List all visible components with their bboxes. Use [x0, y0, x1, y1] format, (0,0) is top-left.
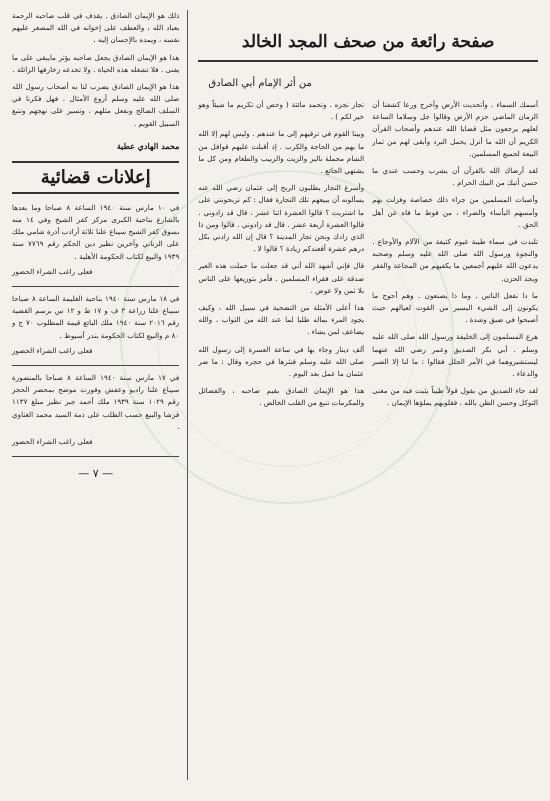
notice-signoff: فعلى راغب الشراء الحضور [12, 437, 93, 447]
page-columns [12, 10, 538, 780]
paragraph: تلبدت في سماء طيبة غيوم كثيفة من الآلام والأوجاع . والنجوة ورسول الله صلى الله عليه وسلم وصحبه يدعون الله عليهم أجمعين ما يكفيهم من المجاعة والفقر ويجد الحزن. [372, 237, 538, 283]
paragraph: هذا هو الإيمان الصادق يقيم صاحبه ، والفضائل والمكرمات تنبع من القلب الخالص . [198, 386, 365, 408]
paragraph: وأصبات المسلمين من جراء ذلك خصاصة وفزلت بهم وأمسهم البأساء والضراء ، من فوط ما فاه عن أهل الحق . [372, 195, 538, 229]
article-body [198, 99, 538, 780]
paragraph: وبينا القوم في ترقيهم إلى ما عندهم . وليس لهم إلا الله ما بهم من الحاجة والكرب . إذ أقبلت عليهم قوافل من الشام محملة بالبر والزيت والزبيب والطعام ومن كل ما يشتهي الجائع . [198, 129, 365, 176]
paragraph: هذا هو الإيمان الصادق يجعل صاحبه يؤثر مايبقى على ما يفنى . فلا تشغله هذه الحياة . ولا تخدعه زخارفها الزائلة . [12, 52, 180, 74]
paragraph: ذلك هو الإيمان الصادق . يقذف في قلب صاحبه الرحمة بعباد الله ، والعطف على إخوانه في الله المصغر عليهم نفسه ، ويمده بالإحسان إليه . [12, 11, 180, 45]
paragraph: لقد جاء الصديق من يقول قولاً طيباً يثبت فيه من معنى التوكل وحسن الظن بالله ، فقلوبهم يملؤها الإيمان . [372, 386, 538, 408]
paragraph: ما دا نفعل الناس . وما ذا يصنعون . وهم أحوج ما يكونون إلى الشيء اليسير من القوت لعيالهم حيث أصبحوا في ضيق وشدة . [372, 290, 538, 325]
paragraph: هذا هو الإيمان الصادق يضرب لنا به أصحاب رسول الله صلى الله عليه وسلم أروع الأمثال . فهل فكرنا في السلف الصالح ونفعل مثلهم ، ونسير على نهجهم ونتبع السبيل القويم . [12, 82, 180, 128]
notice-text: في ١٧ مارس سنة ١٩٤٠ الساعة ٨ صباحا بالمنصورة سيباع علنا راديو وعفش وفورت موضح بمحضر الحجز رقم ١٠٢٩ سنة ١٩٣٩ ملك أحمد جبر نظير مبلغ ١١٣٧ قرشا والبيع حسب الطلب على ذمة السيد محمد الغناوي . [12, 373, 180, 431]
paragraph: أسمك السماء . وأتحديت الأرض وأخرج ورعا كشفنا أن الزمان الماضي حزم الأرض وقالوا جل وسلاما الساعة لعلهم يرجعون مثل قضايا الله عندهم وأصحاب القرآن الكريم أن الله ما أنزل يحمل البرد وأبقى لهم من ثمار البيعة لجميع المسلمين. [372, 100, 538, 158]
notice-text: في ١٠ مارس سنة ١٩٤٠ الساعة ٨ صباحا وما بعدها بالشارع بناحية الكبرى مركز كفر الشيخ وفي ١٤ منه بسوق كفر الشيخ سيباع علنا ثلاثة أرادب أذرة شامي ملك على الزناتي وآخرين نظير دين الحكم رقم ٧٧٦٩ سنة ١٩٣٩ والبيع لكتاب الحكومة الأهلية . [12, 202, 180, 261]
sidebar-column [12, 10, 188, 780]
legal-notice [12, 293, 179, 366]
legal-notice [12, 372, 179, 457]
paragraph: لقد أرضاك الله بالقرآن أن يشرب وحسب عندي ما حسن أتيك من البيك الحرام . [372, 166, 538, 188]
article-column-left [198, 99, 364, 780]
ads-heading: إعلانات قضائية [12, 161, 179, 194]
legal-notice [12, 202, 179, 287]
paragraph: وأسرع التجار يطلبون الربح إلى عثمان رضي الله عنه يسألونه أن يبيعهم تلك التجارة فقال : كم تربحونني على ما اشتريت ؟ قالوا العشرة اثنا عشر . قال قد زادوني . قالوا العشرة أربعة عشر . قال قد زادوني . قالوا ومن ذا الذي زادك ونحن تجار المدينة ؟ قال إن الله زادني بكل درهم عشرة أفعندكم زيادة ؟ قالوا لا . [198, 183, 365, 254]
paragraph: هذا أعلى الأمثلة من التضحية في سبيل الله ، وكيف يجود المرء بماله طلبا لما عند الله من الثواب ، والله يضاعف لمن يشاء . [198, 303, 365, 337]
article-title: صفحة رائعة من صحف المجد الخالد [241, 32, 495, 52]
paragraph: هرع المسلمون إلى الخليفة ورسول الله صلى الله عليه وسلم . أبي بكر الصديق وعمر رضي الله عنهما ليستشيروهما في الأمر الجلل فقالوا : ما لنا إلا الصبر والدعاء . [372, 332, 538, 379]
article-column-right [372, 99, 538, 780]
notice-signoff: فعلى راغب الشراء الحضور [12, 345, 93, 355]
notice-text: في ١٨ مارس سنة ١٩٤٠ بناحية الغليمة الساعة ٨ صباحا سيباع علنا زراعة ٣ ف و ١٧ ط و ١٢ س برسم القضية رقم ٢٠١٦ سنة ١٩٤٠ ملك البائع قيمة المطلوب ٧٠ ج و ٨٠ م والبيع لكتاب الحكومة بندر أسيوط . [12, 294, 180, 340]
article-byline: من أثر الإمام أبي الصادق [208, 78, 312, 89]
article-section [198, 10, 538, 780]
title-rule [198, 60, 538, 62]
paragraph: ألف دينار وجاء بها في ساعة العسرة إلى رسول الله صلى الله عليه وسلم فنثرها في حجره وقال : ما ضر عثمان ما عمل بعد اليوم . [198, 344, 365, 379]
author-signature: محمد الهادي عطية [116, 140, 180, 151]
paragraph: تجار نجزه . وتحمد مائتة ( وخص أن تكريم ما شيئاً وهو خير لكم ) . [198, 100, 365, 122]
paragraph: قال فإني أشهد الله أني قد جعلت ما حملت هذه العير صدقة على فقراء المسلمين . فأمر بتوزيعها على الناس بلا ثمن ولا عوض . [198, 261, 365, 295]
sidebar-intro [12, 10, 179, 135]
page-number: — ٧ — [78, 467, 114, 481]
notice-signoff: فعلى راغب الشراء الحضور [12, 266, 93, 276]
